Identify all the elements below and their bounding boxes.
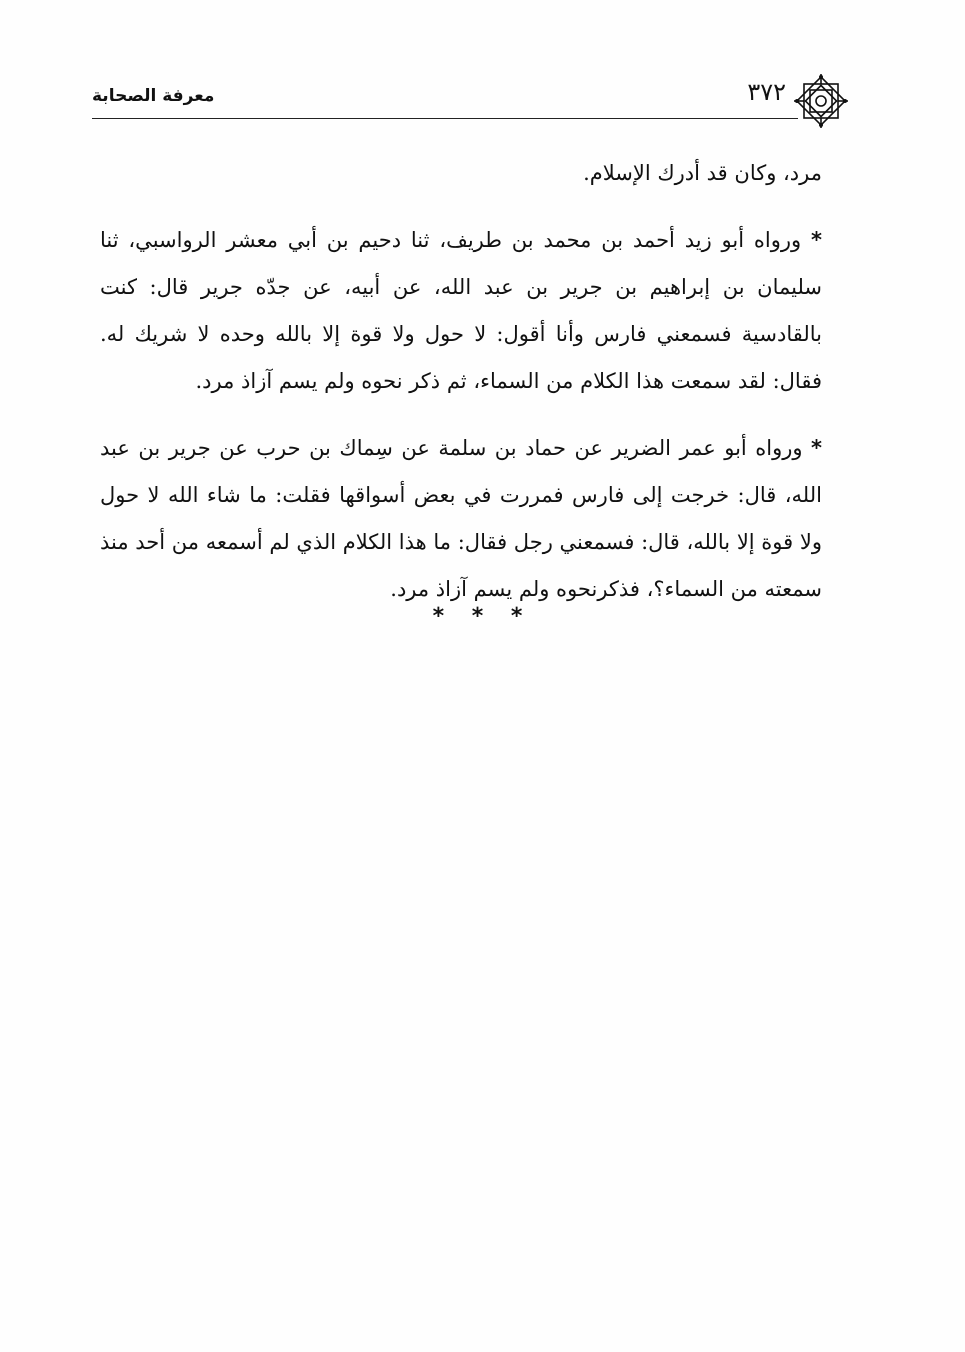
paragraph-narration-2: [100, 425, 822, 613]
page-number: ٣٧٢: [747, 78, 786, 106]
islamic-star-ornament-icon: [792, 72, 850, 130]
paragraph-text: مرد، وكان قد أدرك الإسلام.: [583, 161, 822, 185]
header-rule: [92, 118, 798, 119]
page-header: [92, 72, 850, 132]
section-separator: * * *: [432, 604, 533, 629]
main-text: [100, 150, 822, 633]
paragraph-continuation: [100, 150, 822, 197]
paragraph-marker: *: [811, 436, 822, 460]
paragraph-narration-1: [100, 217, 822, 405]
running-title: معرفة الصحابة: [92, 86, 215, 106]
paragraph-marker: *: [811, 228, 822, 252]
paragraph-text: ورواه أبو زيد أحمد بن محمد بن طريف، ثنا دحيم بن أبي معشر الرواسبي، ثنا سليمان بن إبراهيم بن جرير بن عبد الله، عن أبيه، عن جدّه جرير قال: كنت بالقادسية فسمعني فارس وأنا أقول: لا حول ولا قوة إلا بالله وحده لا شريك له. فقال: لقد سمعت هذا الكلام من السماء، ثم ذكر نحوه ولم يسم آزاذ مرد.: [100, 228, 822, 393]
paragraph-text: ورواه أبو عمر الضرير عن حماد بن سلمة عن سِماك بن حرب عن جرير بن عبد الله، قال: خرجت إلى فارس فمررت في بعض أسواقها فقلت: ما شاء الله لا حول ولا قوة إلا بالله، قال: فسمعني رجل فقال: ما هذا الكلام الذي لم أسمعه من أحد منذ سمعته من السماء؟، فذكرنحوه ولم يسم آزاذ مرد.: [100, 436, 822, 601]
